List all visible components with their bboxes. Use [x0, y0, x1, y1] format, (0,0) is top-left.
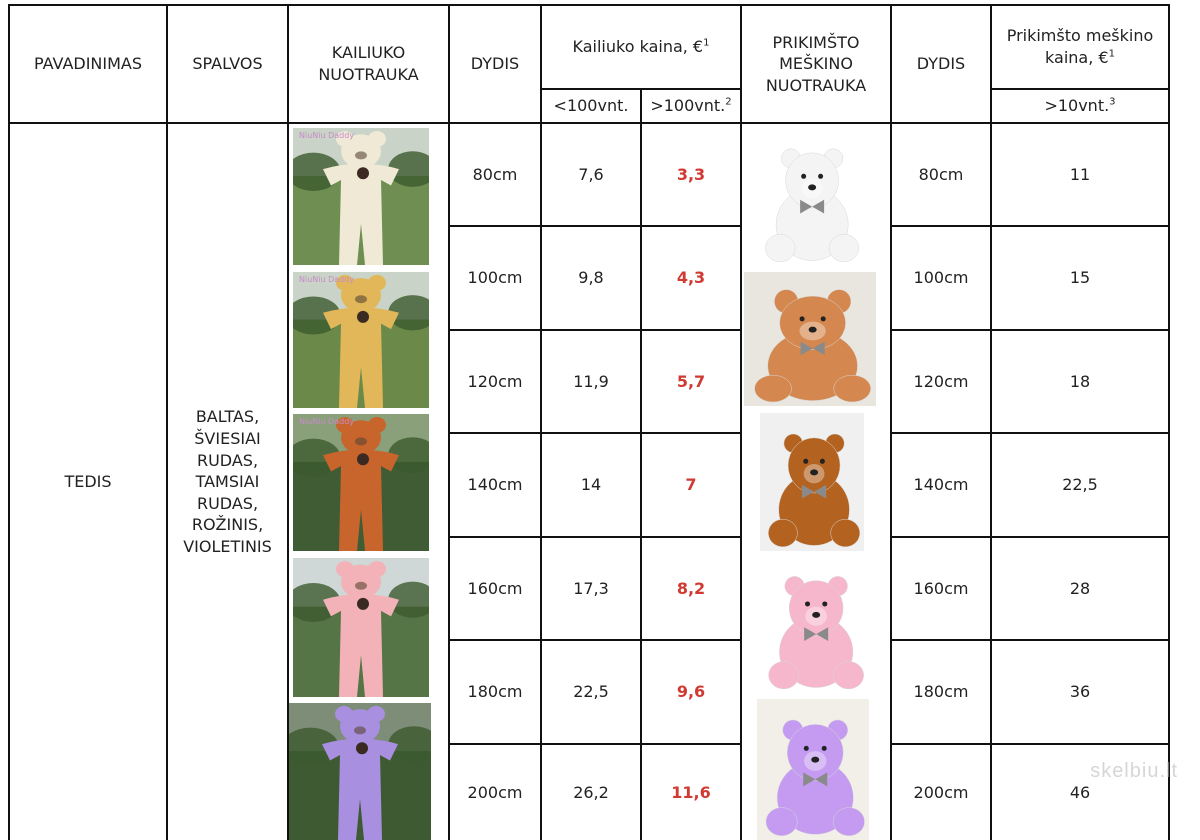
col-border-9 — [1168, 4, 1170, 840]
price-gt100-cell — [642, 434, 740, 536]
size-cell-text: 100cm — [467, 268, 523, 288]
watermark: skelbiu.lt — [1090, 760, 1178, 782]
size2-cell-text: 140cm — [913, 475, 969, 495]
header-stuffed-photo — [742, 6, 890, 122]
price-lt100-cell — [542, 331, 640, 432]
header-qty-gt100-sup: 2 — [725, 96, 732, 108]
header-skin-price-sup: 1 — [703, 37, 710, 49]
size-cell — [450, 538, 540, 639]
header-size-2 — [892, 6, 990, 122]
size2-cell-text: 160cm — [913, 578, 969, 598]
header-stuffed-price — [992, 6, 1168, 88]
stuffed-price-cell-text: 15 — [1069, 268, 1091, 288]
size-cell — [450, 434, 540, 536]
svg-text:NiuNiu Daddy: NiuNiu Daddy — [299, 417, 355, 426]
price-lt100-cell-text: 26,2 — [573, 782, 609, 802]
header-colors-text: SPALVOS — [192, 54, 263, 74]
price-lt100-cell — [542, 434, 640, 536]
size2-cell — [892, 434, 990, 536]
price-lt100-cell — [542, 538, 640, 639]
size2-cell-text: 200cm — [913, 782, 969, 802]
price-lt100-cell — [542, 227, 640, 329]
stuffed-price-cell — [992, 434, 1168, 536]
skin-photo-dark-brown — [293, 414, 429, 551]
size2-cell — [892, 331, 990, 432]
price-lt100-cell-text: 7,6 — [578, 164, 604, 184]
header-skin-photo — [289, 6, 448, 122]
size2-cell — [892, 227, 990, 329]
size-cell-text: 140cm — [467, 475, 523, 495]
size-cell-text: 80cm — [472, 164, 518, 184]
size-cell-text: 180cm — [467, 682, 523, 702]
header-stuffed-photo-text: PRIKIMŠTO MEŠKINO NUOTRAUKA — [765, 32, 867, 95]
size2-cell — [892, 641, 990, 743]
header-qty-gt10-sup: 3 — [1109, 96, 1116, 108]
price-gt100-cell — [642, 538, 740, 639]
header-name — [10, 6, 166, 122]
size-cell-text: 200cm — [467, 782, 523, 802]
stuffed-photo-white — [757, 128, 863, 266]
price-lt100-cell — [542, 124, 640, 225]
size-cell — [450, 745, 540, 840]
header-qty-gt10 — [992, 90, 1168, 122]
skin-photo-light-brown — [293, 272, 429, 408]
product-colors-text: BALTAS, ŠVIESIAI RUDAS, TAMSIAI RUDAS, ROŽINIS, VIOLETINIS — [183, 407, 272, 556]
price-gt100-cell-text: 7 — [685, 475, 697, 495]
stuffed-price-cell — [992, 331, 1168, 432]
price-gt100-cell-text: 8,2 — [676, 578, 706, 598]
size-cell — [450, 331, 540, 432]
price-gt100-cell — [642, 745, 740, 840]
price-lt100-cell-text: 14 — [580, 475, 602, 495]
stuffed-price-cell-text: 46 — [1069, 782, 1091, 802]
price-gt100-cell — [642, 331, 740, 432]
stuffed-price-cell — [992, 538, 1168, 639]
stuffed-price-cell-text: 11 — [1069, 164, 1091, 184]
product-colors — [168, 124, 287, 840]
price-gt100-cell — [642, 641, 740, 743]
size-cell-text: 160cm — [467, 578, 523, 598]
svg-text:NiuNiu Daddy: NiuNiu Daddy — [299, 131, 355, 140]
size-cell-text: 120cm — [467, 371, 523, 391]
stuffed-photo-light-brown — [744, 272, 876, 406]
price-gt100-cell — [642, 227, 740, 329]
size-cell — [450, 641, 540, 743]
header-stuffed-price-sup: 1 — [1108, 48, 1115, 60]
stuffed-photo-violet — [757, 699, 869, 840]
stuffed-photo-pink — [760, 556, 868, 693]
header-size-1-text: DYDIS — [470, 54, 520, 74]
header-skin-photo-text: KAILIUKO NUOTRAUKA — [318, 43, 419, 84]
header-colors — [168, 6, 287, 122]
header-qty-lt100-text: <100vnt. — [553, 96, 629, 116]
header-stuffed-price-text: Prikimšto meškino kaina, € — [1006, 26, 1154, 67]
price-lt100-cell-text: 11,9 — [573, 371, 609, 391]
header-qty-gt100 — [642, 90, 740, 122]
price-gt100-cell — [642, 124, 740, 225]
size-cell — [450, 124, 540, 225]
stuffed-price-cell-text: 28 — [1069, 578, 1091, 598]
product-name-text: TEDIS — [64, 472, 112, 492]
header-name-text: PAVADINIMAS — [33, 54, 143, 74]
price-gt100-cell-text: 11,6 — [671, 782, 711, 802]
size2-cell-text: 80cm — [918, 164, 964, 184]
header-skin-price — [542, 6, 740, 88]
price-lt100-cell — [542, 641, 640, 743]
col-border-6 — [740, 4, 742, 840]
stuffed-price-cell-text: 22,5 — [1062, 475, 1098, 495]
price-lt100-cell-text: 9,8 — [578, 268, 604, 288]
skin-photo-white — [293, 128, 429, 265]
price-lt100-cell-text: 17,3 — [573, 578, 609, 598]
skin-photo-pink — [293, 558, 429, 697]
stuffed-price-cell — [992, 227, 1168, 329]
price-gt100-cell-text: 5,7 — [676, 371, 706, 391]
header-qty-gt10-text: >10vnt. — [1044, 96, 1110, 116]
header-skin-price-text: Kailiuko kaina, € — [572, 37, 704, 57]
header-qty-lt100 — [542, 90, 640, 122]
header-size-2-text: DYDIS — [916, 54, 966, 74]
size2-cell-text: 120cm — [913, 371, 969, 391]
stuffed-price-cell — [992, 124, 1168, 225]
header-size-1 — [450, 6, 540, 122]
size2-cell — [892, 124, 990, 225]
price-lt100-cell — [542, 745, 640, 840]
size2-cell — [892, 745, 990, 840]
stuffed-price-cell-text: 36 — [1069, 682, 1091, 702]
skin-photo-violet — [289, 703, 431, 840]
size-cell — [450, 227, 540, 329]
price-lt100-cell-text: 22,5 — [573, 682, 609, 702]
size2-cell-text: 180cm — [913, 682, 969, 702]
product-name — [10, 124, 166, 840]
price-gt100-cell-text: 4,3 — [676, 268, 706, 288]
header-qty-gt100-text: >100vnt. — [650, 96, 726, 116]
svg-text:NiuNiu Daddy: NiuNiu Daddy — [299, 275, 355, 284]
stuffed-price-cell — [992, 641, 1168, 743]
price-gt100-cell-text: 3,3 — [676, 164, 706, 184]
stuffed-photo-dark-brown — [760, 413, 864, 551]
stuffed-price-cell-text: 18 — [1069, 371, 1091, 391]
size2-cell-text: 100cm — [913, 268, 969, 288]
size2-cell — [892, 538, 990, 639]
price-gt100-cell-text: 9,6 — [676, 682, 706, 702]
